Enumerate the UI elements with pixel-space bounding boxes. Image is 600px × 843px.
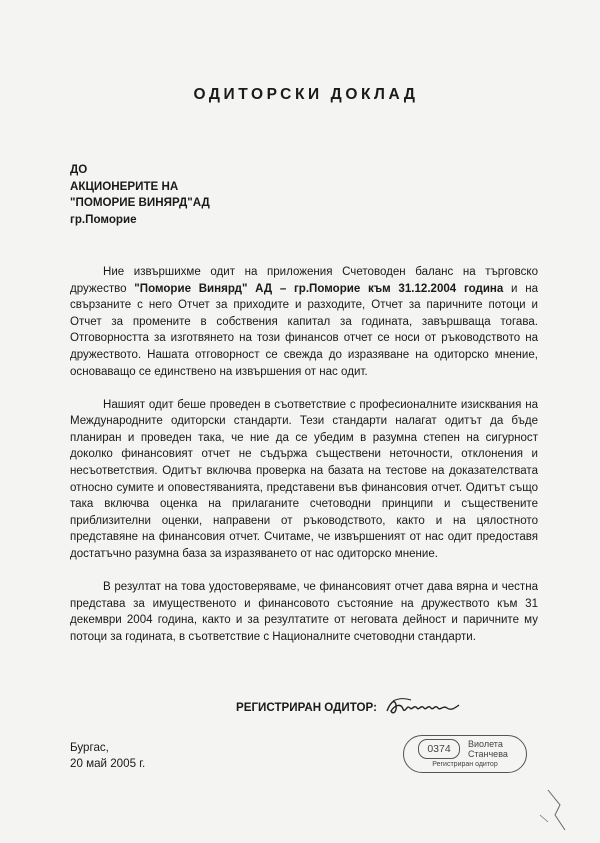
paragraph-opinion: В резултат на това удостоверяваме, че финансовият отчет дава вярна и честна представа за имущественото и финансовото състояние на дружеството към 31 декември 2004 година, както и за резултатите от неговата дейност и паричните му потоци за годината, в съответствие с Националните счетоводни стандарти.: [70, 581, 538, 643]
signature-label: РЕГИСТРИРАН ОДИТОР:: [236, 700, 377, 714]
stamp-number: 0374: [418, 739, 460, 759]
addressee-line: гр.Поморие: [70, 212, 137, 226]
addressee-line: ДО: [70, 163, 88, 176]
paragraph-scope-text-1: Ние извършихме одит на приложения Счетоводен баланс на търговско дружество: [70, 266, 538, 295]
place: Бургас,: [70, 741, 109, 754]
stamp-caption: Регистриран одитор: [432, 761, 498, 768]
document-title: ОДИТОРСКИ ДОКЛАД: [193, 86, 419, 103]
stamp-name-line: Станчева: [468, 749, 508, 759]
stamp-name-line: Виолета: [468, 739, 503, 749]
addressee-line: "ПОМОРИЕ ВИНЯРД"АД: [70, 196, 210, 210]
paragraph-scope-company: "Поморие Винярд" АД – гр.Поморие към 31.12.2004 година: [134, 282, 504, 295]
date: 20 май 2005 г.: [70, 756, 146, 770]
addressee-line: АКЦИОНЕРИТЕ НА: [70, 179, 179, 193]
paragraph-basis: Нашият одит беше проведен в съответствие с професионалните изисквания на Международните одиторски стандарти. Тези стандарти налагат одитът да бъде планиран и проведен така, че ние да се убедим в разумна степен на сигурност доколко финансовият отчет не съдържа съществени неточности, отклонения и несъответствия. Одитът включва проверка на базата на тестове на доказателствата относно сумите и оповестяванията, представени във финансовия отчет. Одитът също така включва оценка на прилаганите счетоводни принципи и съществените приблизителни оценки, направени от ръководството, както и на цялостното представяне на финансовия отчет. Считаме, че извършеният от нас одит предоставя достатъчно разумна база за изразяването от нас одиторско мнение.: [70, 398, 538, 560]
paragraph-scope-text-2: и на свързаните с него Отчет за приходите и разходите, Отчет за паричните потоци и Отчет за промените в собствения капитал за годината, завършваща тогава. Отговорността за изготвянето на този финансов отчет се носи от ръководството на дружеството. Нашата отговорност се свежда до изразяване на одиторско мнение, основаващо се единствено на извършения от нас одит.: [70, 282, 539, 378]
